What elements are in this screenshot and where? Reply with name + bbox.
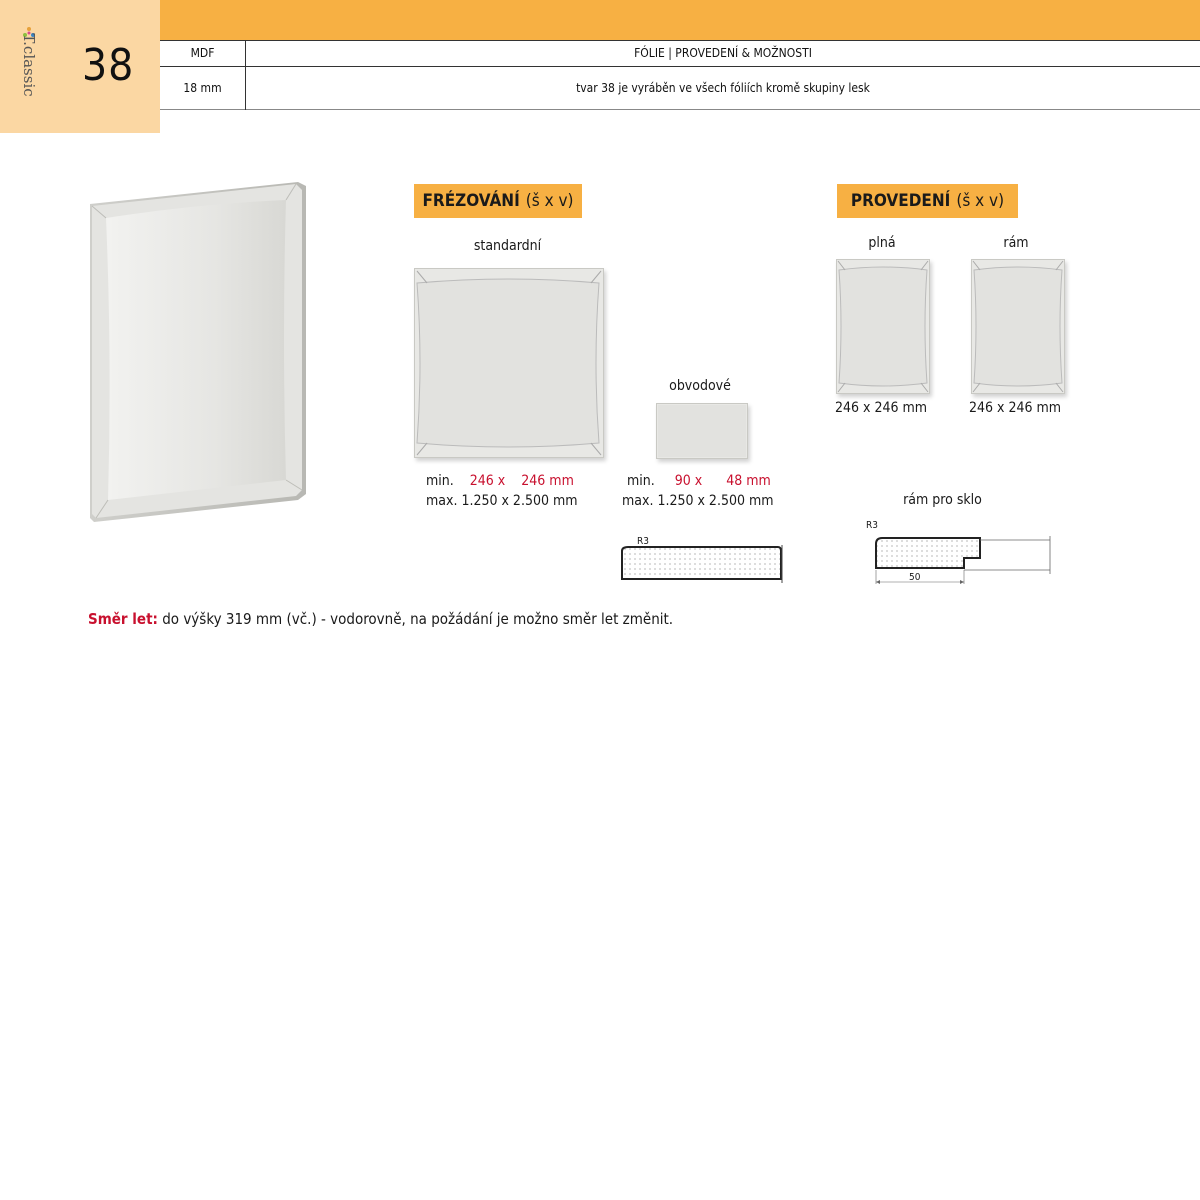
spec-material-header: MDF [190,46,215,60]
brand-name: T.classic [20,33,38,97]
obvodove-max-dims: max. 1.250 x 2.500 mm [622,493,774,509]
standard-max-dims: max. 1.250 x 2.500 mm [426,493,578,509]
glass-frame-caption: rám pro sklo [903,492,982,508]
obvodove-profile-drawing [614,543,786,585]
obvodove-profile-label: R3 [637,536,649,547]
standard-min-dims: min. 246 x 246 mm [426,473,574,489]
model-number-box [0,0,160,133]
perimeter-milling-panel [656,403,748,459]
plna-caption: plná [868,235,896,251]
standard-caption: standardní [473,238,542,254]
obvodove-caption: obvodové [669,378,731,394]
ram-size: 246 x 246 mm [968,400,1062,416]
glass-frame-profile-label: R3 [866,520,878,531]
provedeni-title: PROVEDENÍ (š x v) [837,184,1018,218]
grain-direction-note: Směr let: do výšky 319 mm (vč.) - vodorovně, na požádání je možno směr let změnit. [88,610,674,628]
solid-panel [836,259,930,394]
glass-frame-profile-drawing [866,530,1058,588]
obvodove-min-dims: min. 90 x 48 mm [627,473,771,489]
spec-thickness: 18 mm [183,81,222,95]
model-number: 38 [82,40,135,91]
ram-caption: rám [1003,235,1029,251]
plna-size: 246 x 246 mm [834,400,928,416]
brand-logo [14,26,44,106]
frezovani-title: FRÉZOVÁNÍ (š x v) [414,184,582,218]
standard-milling-panel [414,268,604,458]
frame-panel [971,259,1065,394]
spec-options-value: tvar 38 je vyráběn ve všech fóliích kromě skupiny lesk [576,81,870,95]
door-front-image [86,178,311,526]
spec-table [160,40,1200,110]
glass-frame-dimension: 50 [909,572,921,583]
header-band [160,0,1200,40]
spec-options-header: FÓLIE | PROVEDENÍ & MOŽNOSTI [634,46,812,60]
